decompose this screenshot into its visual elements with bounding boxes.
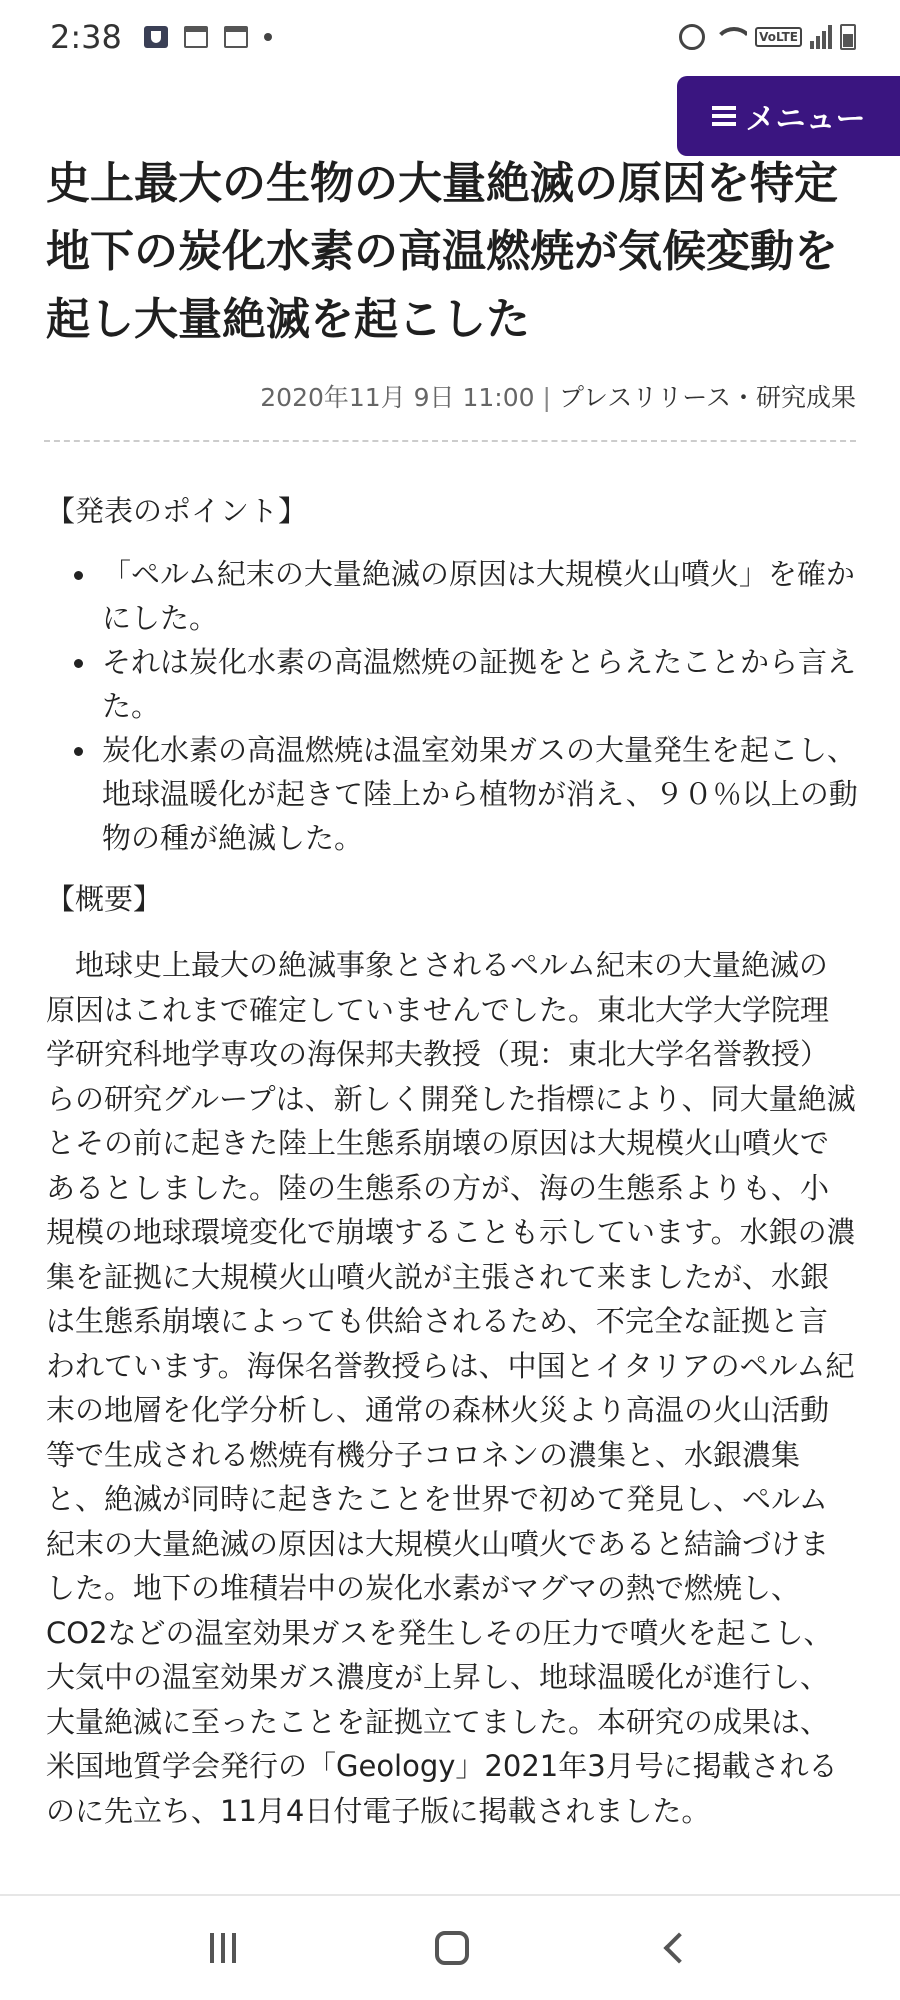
meta-separator: | [542, 383, 551, 412]
back-icon[interactable] [664, 1932, 695, 1963]
more-notifications-dot-icon [264, 33, 272, 41]
article-date: 2020年11月 9日 11:00 [260, 383, 535, 412]
status-bar [0, 0, 900, 74]
article-category[interactable]: プレスリリース・研究成果 [558, 383, 856, 412]
points-list [68, 552, 858, 860]
hamburger-icon [712, 106, 736, 126]
signal-strength-icon [810, 25, 832, 49]
point-item: 「ペルム紀末の大量絶滅の原因は大規模火山噴火」を確かにした。 [68, 552, 858, 640]
summary-heading: 【概要】 [46, 882, 163, 916]
alarm-icon [679, 24, 705, 50]
status-time: 2:38 [50, 18, 122, 56]
shield-notification-icon [144, 26, 168, 48]
menu-button[interactable] [677, 76, 900, 156]
article-title: 史上最大の生物の大量絶滅の原因を特定 地下の炭化水素の高温燃焼が気候変動を起し大量絶滅を起こした [46, 158, 838, 345]
battery-icon [840, 24, 856, 50]
volte-badge: VoLTE [755, 27, 802, 47]
menu-button-label: メニュー [745, 102, 866, 137]
point-item: それは炭化水素の高温燃焼の証拠をとらえたことから言えた。 [68, 640, 858, 728]
article-meta [260, 378, 856, 414]
points-heading: 【発表のポイント】 [46, 494, 308, 528]
summary-paragraph: 地球史上最大の絶滅事象とされるペルム紀末の大量絶滅の原因はこれまで確定していませんでした。東北大学大学院理学研究科地学専攻の海保邦夫教授（現：東北大学名誉教授）らの研究グループは、新しく開発した指標により、同大量絶滅とその前に起きた陸上生態系崩壊の原因は大規模火山噴火であるとしました。陸の生態系の方が、海の生態系よりも、小規模の地球環境変化で崩壊することも示しています。水銀の濃集を証拠に大規模火山噴火説が主張されて来ましたが、水銀は生態系崩壊によっても供給されるため、不完全な証拠と言われています。海保名誉教授らは、中国とイタリアのペルム紀末の地層を化学分析し、通常の森林火災より高温の火山活動等で生成される燃焼有機分子コロネンの濃集と、水銀濃集と、絶滅が同時に起きたことを世界で初めて発見し、ペルム紀末の大量絶滅の原因は大規模火山噴火であると結論づけました。地下の堆積岩中の炭化水素がマグマの熱で燃焼し、CO2などの温室効果ガスを発生しその圧力で噴火を起こし、大気中の温室効果ガス濃度が上昇し、地球温暖化が進行し、大量絶滅に至ったことを証拠立てました。本研究の成果は、米国地質学会発行の「Geology」2021年3月号に掲載されるのに先立ち、11月4日付電子版に掲載されました。 [46, 948, 856, 1828]
navigation-bar [0, 1894, 900, 2000]
home-icon[interactable] [435, 1931, 469, 1965]
calendar-notification-icon [184, 26, 208, 48]
calendar-notification-icon-2 [224, 26, 248, 48]
wifi-icon [713, 25, 747, 49]
point-item: 炭化水素の高温燃焼は温室効果ガスの大量発生を起こし、地球温暖化が起きて陸上から植物が消え、９０％以上の動物の種が絶滅した。 [68, 728, 858, 860]
recent-apps-icon[interactable] [210, 1933, 236, 1963]
divider [44, 440, 856, 442]
